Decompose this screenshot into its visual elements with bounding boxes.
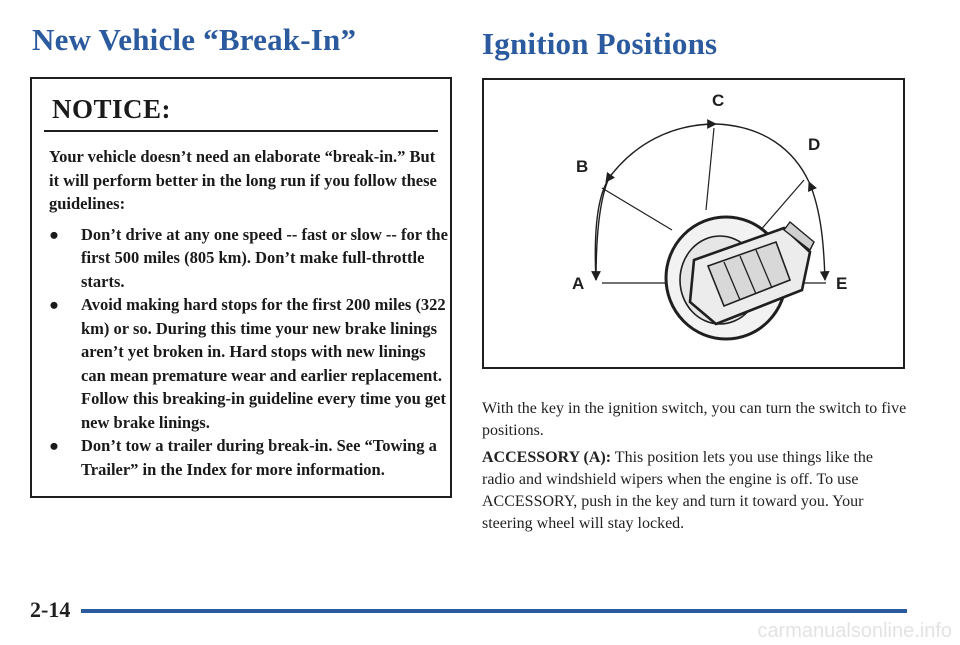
section-heading-break-in: New Vehicle “Break-In” — [32, 22, 357, 57]
rotation-arc-top — [606, 124, 716, 182]
page-number: 2-14 — [30, 597, 71, 622]
list-item-text: Avoid making hard stops for the first 200 miles (322 km) or so. During this time your new brake linings aren’t yet broken in. Hard stops with new linings can mean premature wear and earlier replacement. Follow this breaking-in guideline every time you get new brake linings. — [81, 295, 446, 432]
notice-box — [30, 77, 452, 498]
position-label-e: E — [836, 274, 848, 293]
list-item — [49, 293, 449, 434]
list-item-text: Don’t drive at any one speed -- fast or slow -- for the first 500 miles (805 km). Don’t make full-throttle starts. — [81, 224, 448, 291]
ignition-positions-figure — [482, 78, 905, 369]
list-item — [49, 223, 449, 294]
guide-line-c — [706, 128, 714, 210]
position-label-b: B — [576, 157, 589, 176]
ignition-diagram — [484, 80, 903, 367]
notice-list — [49, 223, 449, 482]
list-item-text: Don’t tow a trailer during break-in. See “Towing a Trailer” in the Index for more information. — [81, 436, 437, 479]
position-label-c: C — [712, 91, 725, 110]
watermark: carmanualsonline.info — [757, 620, 952, 642]
intro-paragraph: With the key in the ignition switch, you can turn the switch to five positions. — [482, 400, 907, 439]
bullet-icon: ● — [49, 436, 59, 455]
position-label-d: D — [808, 135, 821, 154]
section-heading-ignition-positions: Ignition Positions — [482, 26, 718, 61]
rotation-arc-left — [595, 180, 608, 280]
footer-rule — [81, 609, 907, 613]
list-item — [49, 434, 449, 481]
position-label-a: A — [572, 274, 585, 293]
ignition-key-icon — [666, 217, 814, 339]
rotation-arc-right — [716, 124, 809, 182]
accessory-term: ACCESSORY (A): — [482, 449, 612, 466]
accessory-paragraph — [482, 447, 907, 535]
notice-title: NOTICE: — [44, 89, 438, 132]
accessory-text: This position lets you use things like the radio and windshield wipers when the engine is off. To use ACCESSORY, push in the key and turn it toward you. Your steering wheel will stay locked. — [482, 449, 873, 532]
rotation-arc-far-right — [809, 182, 825, 280]
guide-line-b — [602, 188, 672, 230]
bullet-icon: ● — [49, 224, 59, 244]
notice-body — [49, 145, 449, 481]
notice-intro: Your vehicle doesn’t need an elaborate “break-in.” But it will perform better in the long run if you follow these guidelines: — [49, 147, 437, 213]
bullet-icon: ● — [49, 295, 59, 314]
